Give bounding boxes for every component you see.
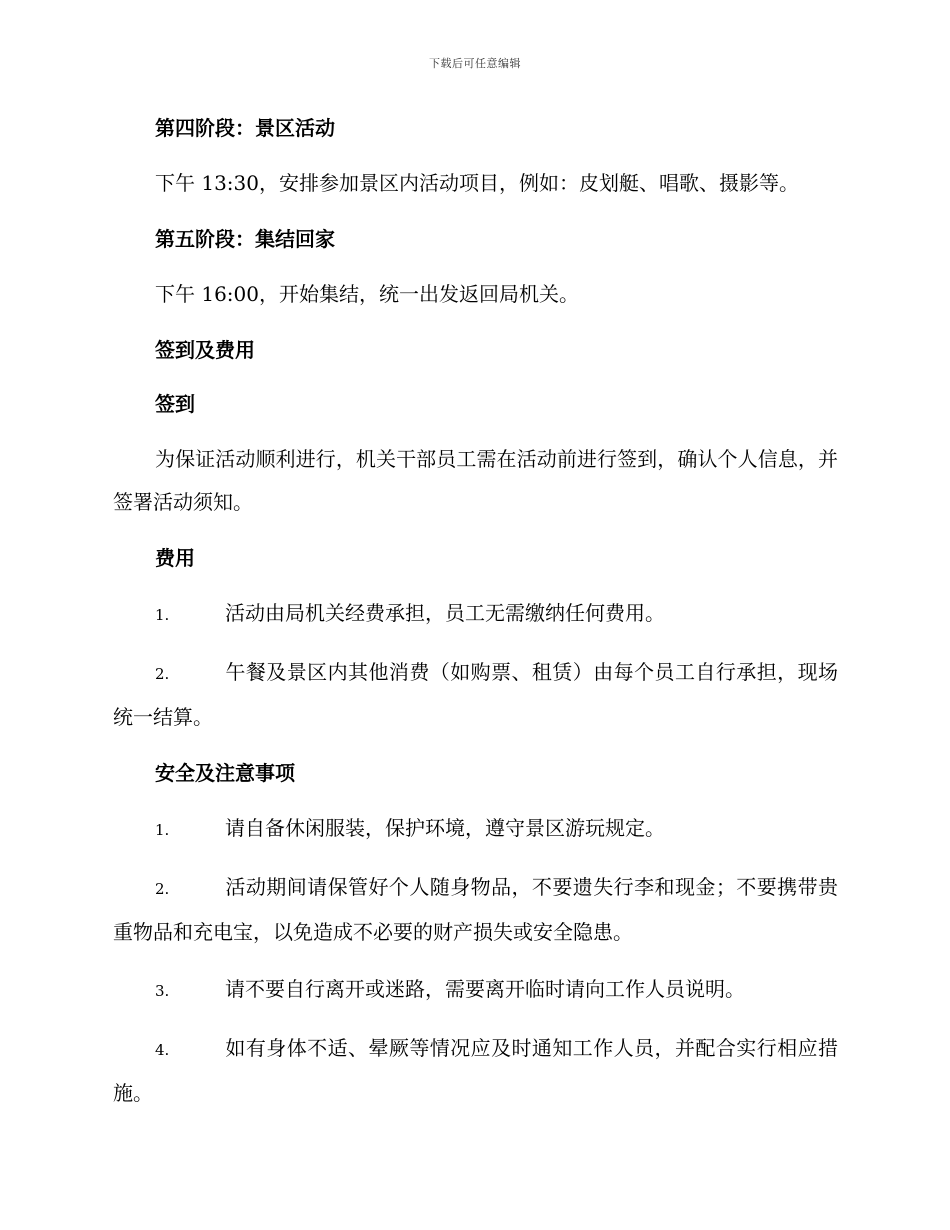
- safety-item: [113, 807, 838, 852]
- safety-item-text: 如有身体不适、晕厥等情况应及时通知工作人员，并配合实行相应措施。: [113, 1036, 838, 1105]
- safety-item-number: 1.: [155, 821, 170, 839]
- stage4-heading: 第四阶段：景区活动: [155, 116, 335, 140]
- safety-item-text: 请不要自行离开或迷路，需要离开临时请向工作人员说明。: [225, 977, 745, 1001]
- fee-item: [113, 651, 838, 739]
- safety-item-text: 活动期间请保管好个人随身物品，不要遗失行李和现金；不要携带贵重物品和充电宝，以免造成不必要的财产损失或安全隐患。: [113, 875, 838, 944]
- fee-item: [113, 592, 838, 637]
- signin-paragraph: 为保证活动顺利进行，机关干部员工需在活动前进行签到，确认个人信息，并签署活动须知。: [113, 447, 838, 514]
- stage5-paragraph: 下午 16:00，开始集结，统一出发返回局机关。: [155, 282, 579, 306]
- document-body: [113, 108, 838, 1129]
- fee-item-text: 活动由局机关经费承担，员工无需缴纳任何费用。: [225, 601, 665, 625]
- signin-heading: 签到: [155, 392, 195, 416]
- safety-item: [113, 1027, 838, 1115]
- fee-item-number: 1.: [155, 606, 170, 624]
- signin-fee-heading: 签到及费用: [155, 338, 255, 362]
- safety-item-number: 4.: [155, 1041, 170, 1059]
- safety-item: [113, 866, 838, 954]
- fee-heading: 费用: [155, 546, 195, 570]
- stage5-heading: 第五阶段：集结回家: [155, 227, 335, 251]
- stage4-paragraph: 下午 13:30，安排参加景区内活动项目，例如：皮划艇、唱歌、摄影等。: [155, 171, 799, 195]
- fee-item-text: 午餐及景区内其他消费（如购票、租赁）由每个员工自行承担，现场统一结算。: [113, 660, 838, 729]
- safety-item: [113, 968, 838, 1013]
- safety-item-text: 请自备休闲服装，保护环境，遵守景区游玩规定。: [225, 816, 665, 840]
- fee-item-number: 2.: [155, 665, 170, 683]
- safety-heading: 安全及注意事项: [155, 761, 295, 785]
- safety-item-number: 2.: [155, 880, 170, 898]
- safety-item-number: 3.: [155, 982, 170, 1000]
- header-note: 下载后可任意编辑: [429, 57, 521, 70]
